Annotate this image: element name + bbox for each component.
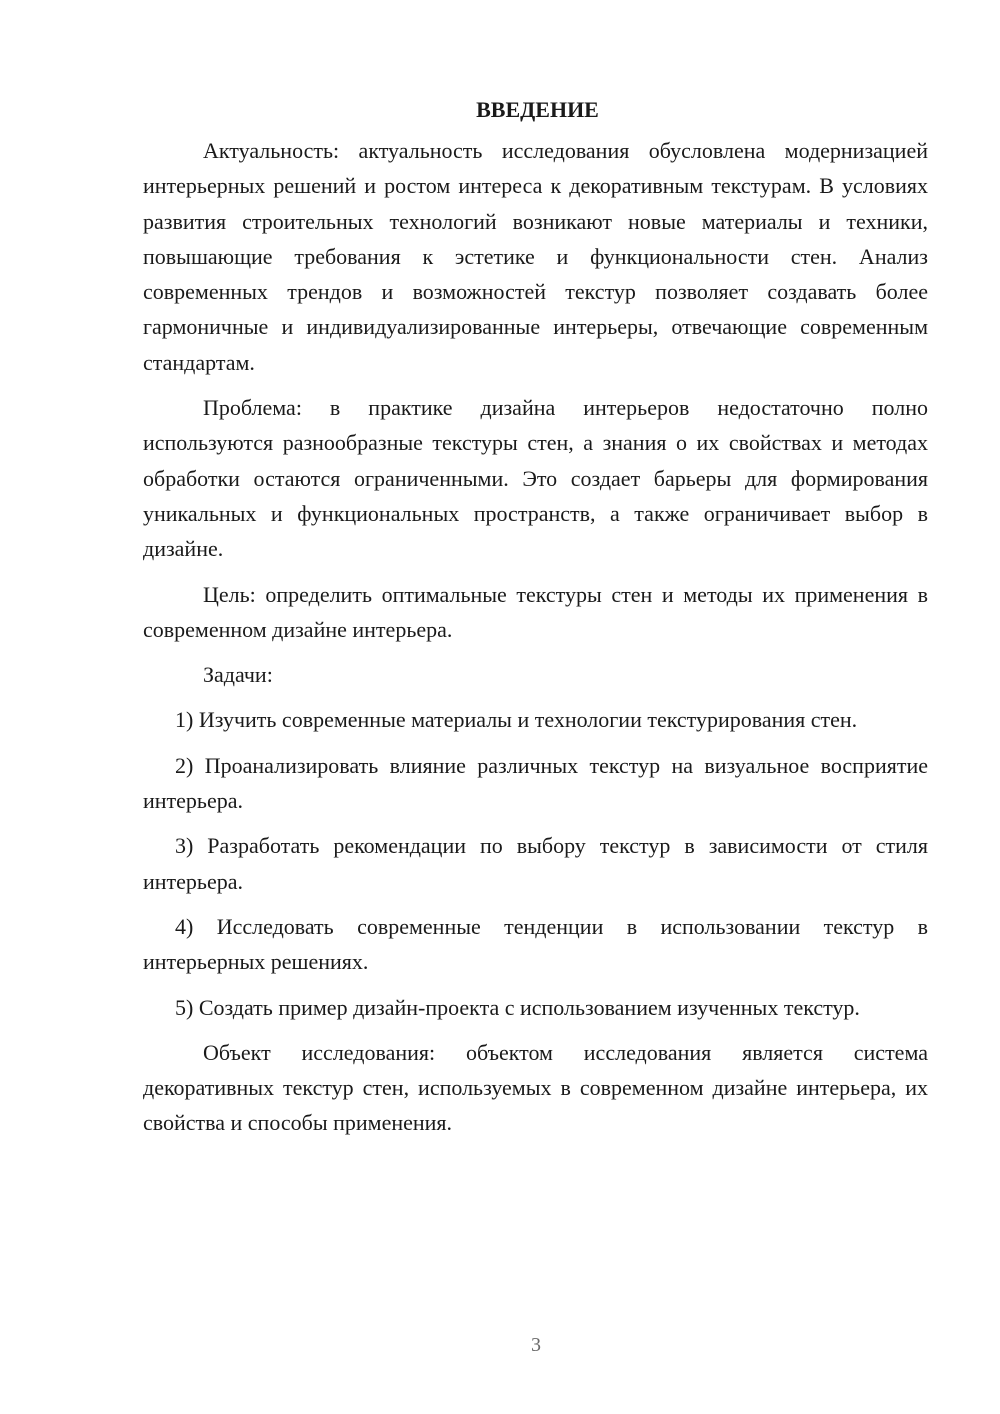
page-title: ВВЕДЕНИЕ [476, 97, 599, 122]
tasks-heading: Задачи: [203, 662, 273, 688]
goal-paragraph: Цель: определить оптимальные текстуры стен и методы их применения в современном дизайне интерьера. [143, 581, 928, 642]
task-item-2: 2) Проанализировать влияние различных текстур на визуальное восприятие интерьера. [143, 752, 928, 814]
task-item-4: 4) Исследовать современные тенденции в использовании текстур в интерьерных решениях. [143, 913, 928, 975]
task-item-1: 1) Изучить современные материалы и технологии текстурирования стен. [175, 707, 858, 733]
task-item-5: 5) Создать пример дизайн-проекта с использованием изученных текстур. [175, 994, 860, 1020]
task-item-3: 3) Разработать рекомендации по выбору текстур в зависимости от стиля интерьера. [143, 833, 928, 894]
relevance-paragraph: Актуальность: актуальность исследования обусловлена модернизацией интерьерных решений и ростом интереса к декоративным текстурам. В условиях развития строительных технологий возникают новые материалы и техники, повышающие требования к эстетике и функциональности стен. Анализ современных трендов и возможностей текстур позволяет создавать более гармоничные и индивидуализированные интерьеры, отвечающие современным стандартам. [143, 138, 928, 375]
problem-paragraph: Проблема: в практике дизайна интерьеров недостаточно полно используются разнообразные текстуры стен, а знания о их свойствах и методах обработки остаются ограниченными. Это создает барьеры для формирования уникальных и функциональных пространств, а также ограничивает выбор в дизайне. [143, 395, 928, 562]
page-number: 3 [531, 1334, 541, 1356]
object-paragraph: Объект исследования: объектом исследования является система декоративных текстур стен, используемых в современном дизайне интерьера, их свойства и способы применения. [143, 1039, 928, 1136]
document-page [143, 92, 928, 1141]
